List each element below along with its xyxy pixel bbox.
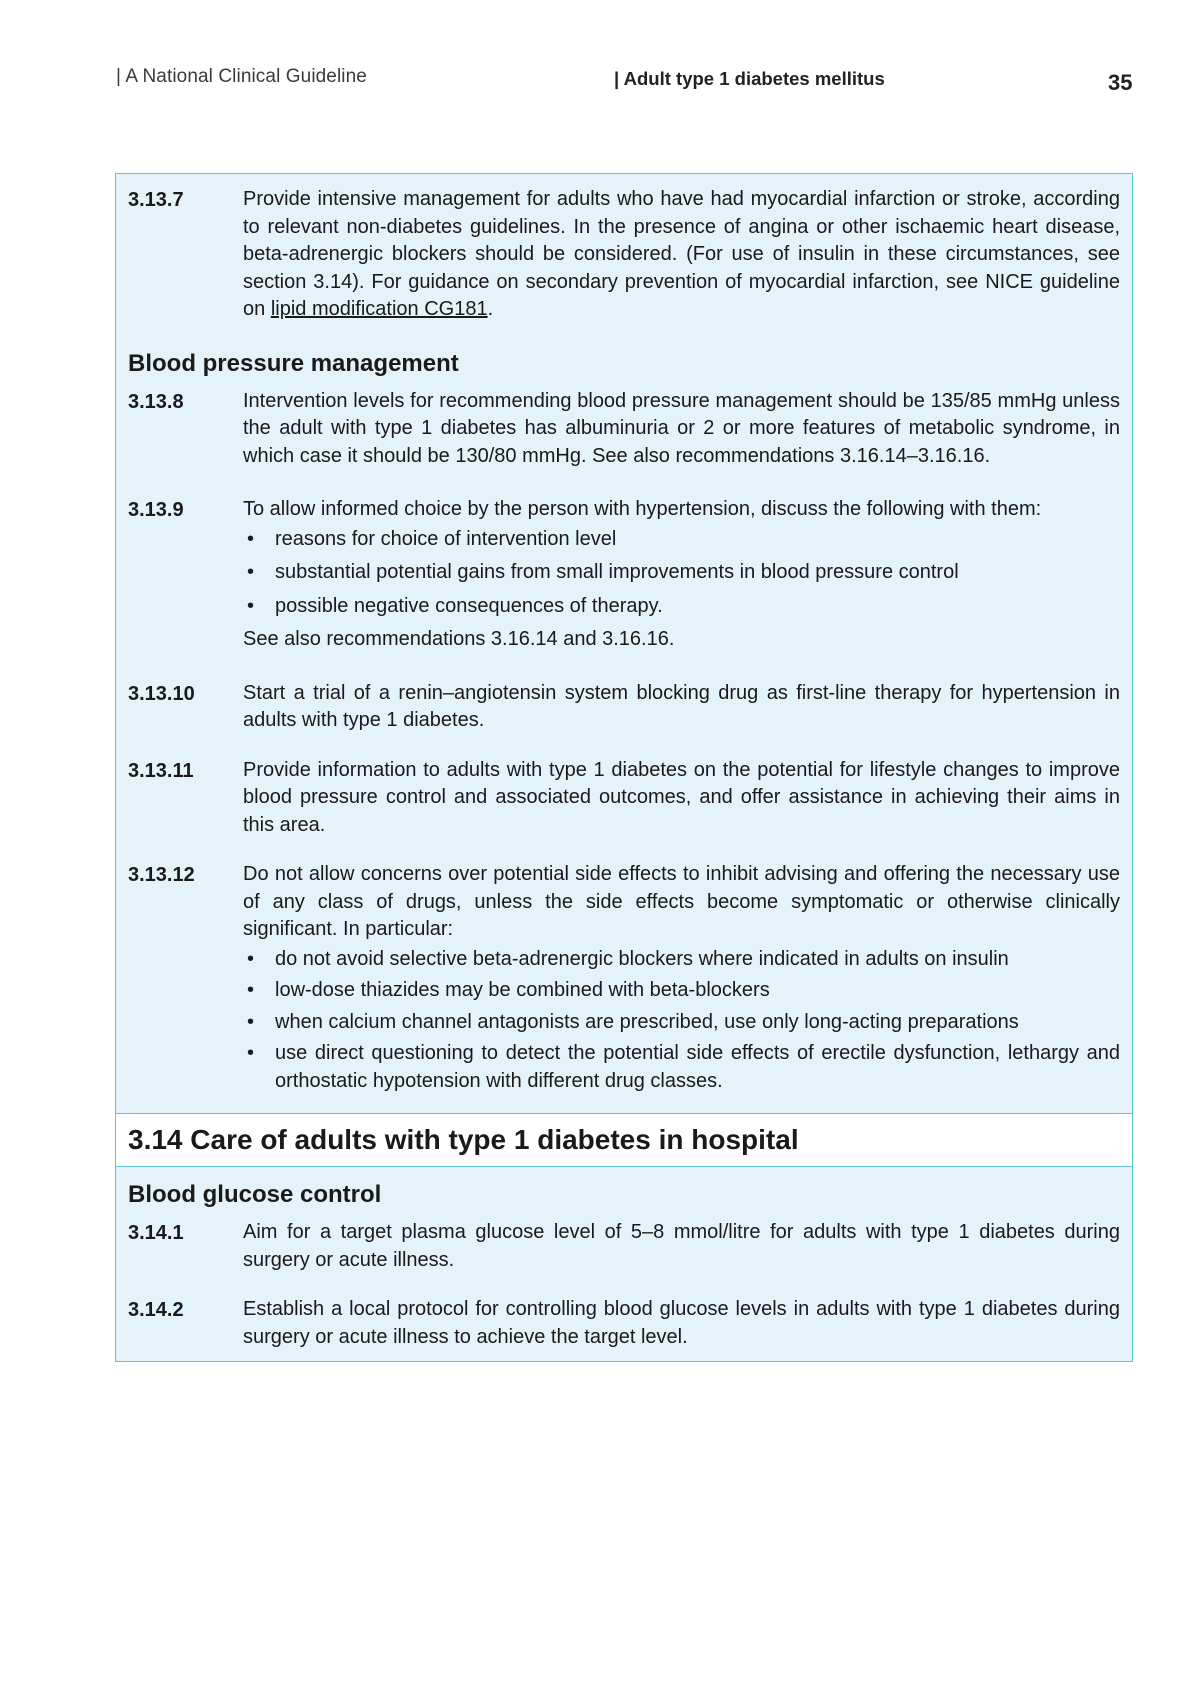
recommendation-number: 3.13.11 [128,759,194,782]
recommendation-3-14-1 [128,1219,1120,1274]
recommendation-intro: To allow informed choice by the person with hypertension, discuss the following with them: [243,498,1042,520]
blood-pressure-heading: Blood pressure management [128,349,459,377]
bullet-list [243,946,1120,1096]
list-item: • do not avoid selective beta-adrenergic blockers where indicated in adults on insulin [243,946,1120,974]
recommendation-text [243,1296,1120,1351]
list-item: • reasons for choice of intervention level [243,526,1120,554]
recommendation-paragraph: Establish a local protocol for controlling blood glucose levels in adults with type 1 diabetes during surgery or acute illness to achieve the target level. [243,1298,1120,1348]
recommendation-paragraph: Start a trial of a renin–angiotensin system blocking drug as first-line therapy for hypertension in adults with type 1 diabetes. [243,681,1120,731]
recommendation-3-13-11 [128,757,1120,840]
header-document-title: | Adult type 1 diabetes mellitus [614,68,885,89]
page-number: 35 [1108,70,1133,95]
recommendation-number: 3.13.9 [128,499,184,521]
recommendation-text [243,861,1120,1099]
list-item: • use direct questioning to detect the potential side effects of erectile dysfunction, lethargy and orthostatic hypotension with different drug classes. [243,1040,1120,1095]
recommendation-number: 3.13.12 [128,864,195,886]
header-guideline-label: | A National Clinical Guideline [116,66,367,87]
recommendation-3-13-9 [128,496,1120,654]
recommendation-3-13-10 [128,680,1120,735]
recommendation-text-part: Provide intensive management for adults who have had myocardial infarction or stroke, according to relevant non-diabetes guidelines. In the presence of angina or other ischaemic heart disease, beta-adrenergic blockers should be considered. (For use of insulin in these circumstances, see section 3.14). For guidance on secondary prevention of myocardial infarction, see NICE guideline on [243,188,1120,320]
recommendation-text [243,496,1120,654]
recommendations-panel-bottom [116,1167,1132,1361]
recommendations-box [115,173,1133,1362]
list-item: • low-dose thiazides may be combined with beta-blockers [243,977,1120,1005]
blood-glucose-heading: Blood glucose control [128,1181,382,1208]
list-item: • possible negative consequences of therapy. [243,593,1120,621]
recommendation-number: 3.14.1 [128,1222,184,1244]
recommendation-text [243,388,1120,471]
bullet-list [243,526,1120,621]
recommendation-number: 3.13.10 [128,682,195,705]
recommendation-text [243,757,1120,840]
section-3-14-title: 3.14 Care of adults with type 1 diabetes in hospital [116,1113,1132,1167]
recommendation-3-13-7 [128,186,1120,324]
recommendation-paragraph: Provide information to adults with type 1 diabetes on the potential for lifestyle changes to improve blood pressure control and associated outcomes, and offer assistance in achieving their aims in this area. [243,758,1120,836]
recommendation-paragraph: Intervention levels for recommending blood pressure management should be 135/85 mmHg unless the adult with type 1 diabetes has albuminuria or 2 or more features of metabolic syndrome, in which case it should be 130/80 mmHg. See also recommendations 3.16.14–3.16.16. [243,389,1120,467]
recommendation-number: 3.13.8 [128,390,184,413]
recommendations-panel-top [116,174,1132,1113]
recommendation-text [243,1219,1120,1274]
see-also-note: See also recommendations 3.16.14 and 3.16.16. [243,628,675,650]
recommendation-intro: Do not allow concerns over potential side effects to inhibit advising and offering the necessary use of any class of drugs, unless the side effects become symptomatic or otherwise clinically significant. In particular: [243,863,1120,940]
recommendation-number: 3.13.7 [128,189,184,211]
recommendation-paragraph: Aim for a target plasma glucose level of 5–8 mmol/litre for adults with type 1 diabetes during surgery or acute illness. [243,1221,1120,1271]
recommendation-3-14-2 [128,1296,1120,1351]
recommendation-number: 3.14.2 [128,1299,184,1321]
list-item: • when calcium channel antagonists are prescribed, use only long-acting preparations [243,1009,1120,1037]
recommendation-text-end: . [487,298,494,320]
list-item: • substantial potential gains from small improvements in blood pressure control [243,559,1120,587]
recommendation-text [243,680,1120,735]
recommendation-3-13-8 [128,388,1120,471]
recommendation-text [243,186,1120,324]
lipid-modification-link[interactable]: lipid modification CG181 [270,298,488,320]
recommendation-3-13-12 [128,861,1120,1099]
